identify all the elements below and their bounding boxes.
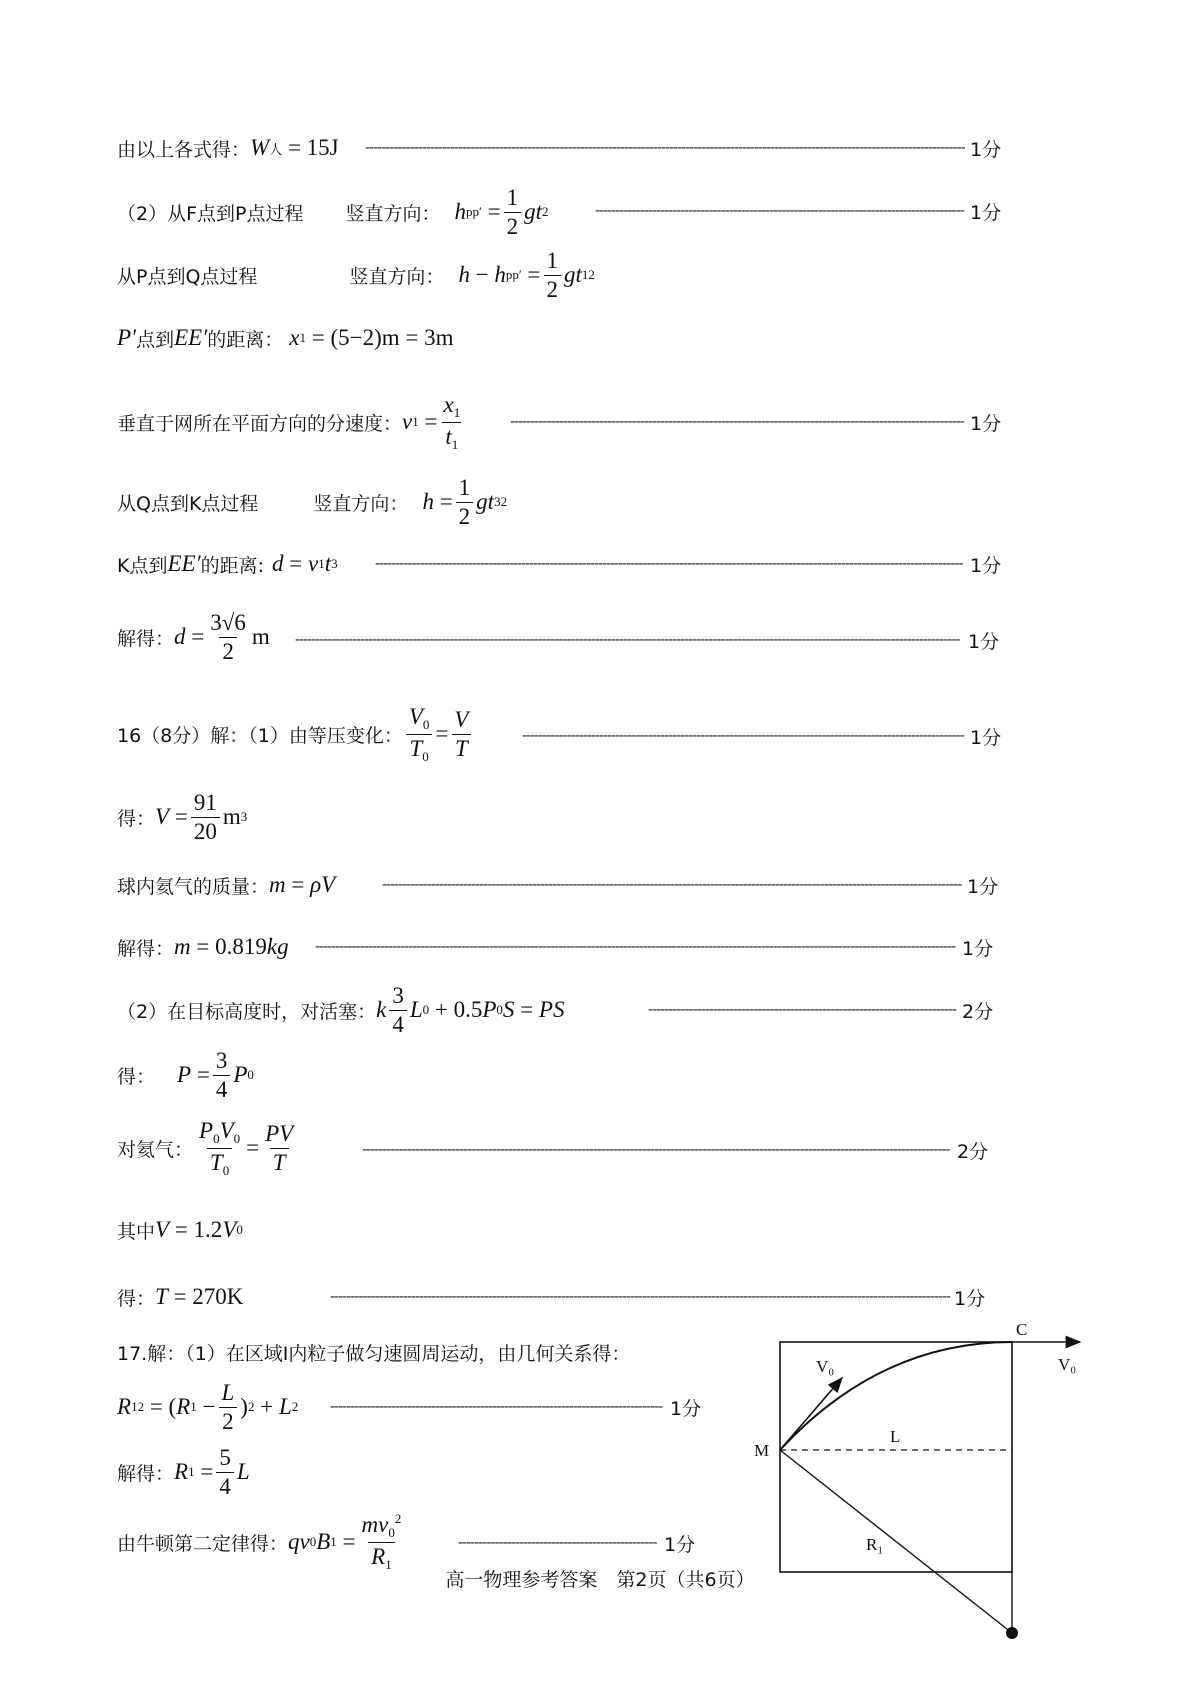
score: 1分 xyxy=(962,938,994,960)
dash-leader: ------------------------------------------------------------------------------------------------------------- xyxy=(522,728,964,744)
direction-label: 竖直方向： xyxy=(313,492,409,515)
line-label: 由牛顿第二定律得： xyxy=(117,1532,289,1555)
line-label: 垂直于网所在平面方向的分速度： xyxy=(117,412,403,435)
dash-leader: ------------------------------------------------------------------------------------------- xyxy=(595,203,964,219)
region-box xyxy=(780,1342,1012,1572)
formula-v-ratio: V = 1.2 V 0 xyxy=(155,1217,243,1242)
dash-leader: ------------------------------------------------- xyxy=(458,1535,657,1551)
circle-center-dot xyxy=(1006,1627,1018,1639)
formula-radius: R 1 = $\frac{5}{4}$ L xyxy=(174,1444,250,1499)
label-l: L xyxy=(890,1427,901,1446)
score: 1分 xyxy=(970,139,1002,161)
dash-leader: -------------------------------------------------------------------------------------------------------------------------------------------------------------------- xyxy=(295,632,960,648)
line-label: 得： xyxy=(117,807,156,830)
entry-velocity-arrow xyxy=(780,1378,842,1450)
line-label: 得： xyxy=(117,1287,156,1310)
formula-h-minus: h − h pp′ = $\frac{1}{2}$ gt 1 2 xyxy=(458,247,595,302)
label-r1: R₁ xyxy=(866,1535,884,1554)
formula-pressure: P = $\frac{3}{4}$ P 0 xyxy=(177,1047,254,1102)
line-label: 其中 xyxy=(117,1220,156,1243)
line-label: 的距离： xyxy=(207,328,284,351)
score: 1分 xyxy=(968,631,1000,653)
score: 1分 xyxy=(970,202,1002,224)
formula-state: $\frac{P_0V_0}{T_0}$ = $\frac{PV}{T}$ xyxy=(199,1117,294,1178)
formula-isobaric: $\frac{V_0}{T_0}$ = $\frac{V}{T}$ xyxy=(403,704,475,765)
formula-p-prime: P′ xyxy=(117,325,137,350)
line-label: 解得： xyxy=(117,1462,175,1485)
direction-label: 竖直方向： xyxy=(345,202,441,225)
dash-leader: ---------------------------------------------------------------------------------------------------------------- xyxy=(510,414,964,430)
line-label: 球内氦气的质量： xyxy=(117,875,270,898)
line-label: 16（8分）解：（1）由等压变化： xyxy=(117,724,403,747)
formula-piston: k $\frac{3}{4}$ L 0 + 0.5 P 0 S = PS xyxy=(376,982,565,1037)
formula-newton: qv 0 B 1 = $\frac{mv_0^2}{R_1}$ xyxy=(288,1511,402,1572)
dash-leader: ---------------------------------------------------------------------------------- xyxy=(330,1399,663,1415)
score: 1分 xyxy=(664,1534,696,1556)
line-label: 17.解：（1）在区域Ⅰ内粒子做匀速圆周运动，由几何关系得： xyxy=(117,1342,631,1365)
line-label: 解得： xyxy=(117,937,175,960)
line-label: （2）在目标高度时，对活塞： xyxy=(117,1000,377,1023)
label-m: M xyxy=(754,1441,770,1460)
dash-leader: ------------------------------------------------------------------------------------------------------------------------------------------------- xyxy=(375,556,963,572)
line-label: 解得： xyxy=(117,627,175,650)
formula-h-t3: h = $\frac{1}{2}$ gt 3 2 xyxy=(422,474,508,529)
formula-d: d = v 1 t 3 xyxy=(272,551,338,576)
formula-x1: x 1 = (5−2)m = 3m xyxy=(289,325,454,350)
label-v0-top: V₀ xyxy=(816,1357,835,1376)
formula-temperature: T = 270K xyxy=(155,1284,244,1309)
dash-leader: -------------------------------------------------------------------------------------------------------------------------------------------------------------- xyxy=(315,939,956,955)
dash-leader: ---------------------------------------------------------------------------------------------------------------------------------------------------- xyxy=(365,140,965,156)
score: 2分 xyxy=(962,1001,994,1023)
score: 1分 xyxy=(970,555,1002,577)
line-distance-x1: P′ 点到 EE′ 的距离： x 1 = (5−2)m = 3m xyxy=(117,325,454,351)
formula-geometry: R 1 2 = ( R 1 − $\frac{L}{2}$ ) 2 + L 2 xyxy=(117,1379,299,1434)
line-label: 从P点到Q点过程 xyxy=(117,265,258,288)
formula-h-pp: h pp′ = $\frac{1}{2}$ gt 2 xyxy=(454,184,549,239)
formula-v1: v 1 = $\frac{x_1}{t_1}$ xyxy=(402,391,461,452)
dash-leader: --------------------------------------------------------------------------------------------------------------------------------------------------------- xyxy=(330,1289,950,1305)
formula-ee-prime: EE′ xyxy=(174,325,208,350)
score: 1分 xyxy=(670,1398,702,1420)
formula-ee-prime: EE′ xyxy=(167,551,201,576)
score: 1分 xyxy=(954,1288,986,1310)
label-v0-right: V₀ xyxy=(1058,1355,1077,1374)
direction-label: 竖直方向： xyxy=(349,265,445,288)
formula-work: W 人 = 15J xyxy=(250,135,339,160)
line-label: 由以上各式得： xyxy=(117,138,251,161)
formula-d-value: d = $\frac{3√6}{2}$ m xyxy=(174,609,270,664)
line-label2: 的距离: xyxy=(200,554,265,577)
radius-line xyxy=(780,1450,1012,1633)
dash-leader: ------------------------------------------------------------------------------------------------------------------------------------------------- xyxy=(362,1142,950,1158)
formula-volume: V = $\frac{91}{20}$ m 3 xyxy=(155,789,248,844)
line-label: K点到 xyxy=(117,554,168,577)
dash-leader: ---------------------------------------------------------------------------- xyxy=(648,1002,956,1018)
score: 1分 xyxy=(967,876,999,898)
label-c: C xyxy=(1016,1320,1028,1339)
formula-mass: m = ρV xyxy=(269,872,336,897)
page-footer: 高一物理参考答案 第2页（共6页） xyxy=(445,1569,755,1591)
line-label: 从Q点到K点过程 xyxy=(117,492,259,515)
line-label: 得： xyxy=(117,1065,156,1088)
dash-leader: ----------------------------------------------------------------------------------------------------------------------------------------------- xyxy=(382,877,962,893)
score: 1分 xyxy=(970,413,1002,435)
formula-mass-value: m = 0.819 kg xyxy=(174,934,289,959)
line-label: （2）从F点到P点过程 xyxy=(117,202,304,225)
line-label: 对氦气： xyxy=(117,1138,194,1161)
score: 1分 xyxy=(970,727,1002,749)
score: 2分 xyxy=(957,1141,989,1163)
